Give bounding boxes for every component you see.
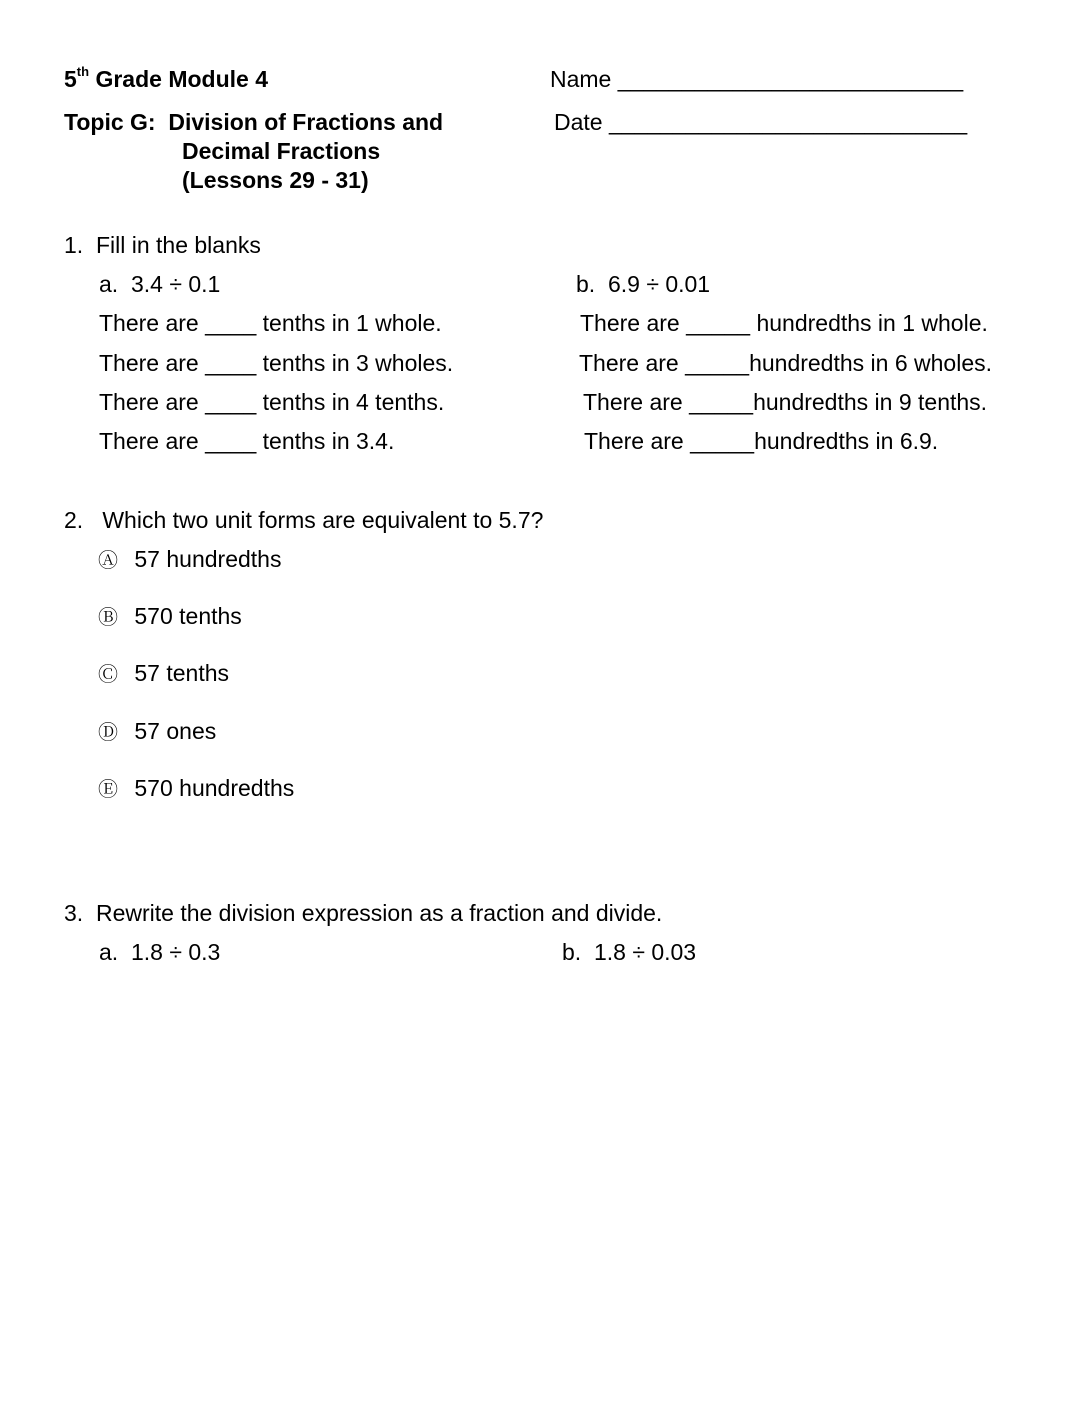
q1-a-line: There are ____ tenths in 3 wholes. <box>99 350 454 376</box>
q2-option-c[interactable]: Ⓒ 57 tenths <box>98 660 230 686</box>
q2-option-e[interactable]: Ⓔ 570 hundredths <box>98 775 295 801</box>
name-field: Name ___________________________ <box>550 66 964 92</box>
q1-part-a-label: a. 3.4 ÷ 0.1 <box>99 271 221 297</box>
q3-part-b-label: b. 1.8 ÷ 0.03 <box>562 939 697 965</box>
q3-part-a-label: a. 1.8 ÷ 0.3 <box>99 939 221 965</box>
q1-b-line: There are _____ hundredths in 1 whole. <box>580 310 988 336</box>
choice-d-circle-icon: Ⓓ <box>98 722 118 744</box>
q2-option-a[interactable]: Ⓐ 57 hundredths <box>98 546 282 572</box>
topic-line-1: Topic G: Division of Fractions and <box>64 109 444 135</box>
choice-c-circle-icon: Ⓒ <box>98 664 118 686</box>
q2-prompt: 2. Which two unit forms are equivalent to 5.7? <box>64 507 544 533</box>
topic-line-2: Decimal Fractions <box>182 138 381 164</box>
q1-a-line: There are ____ tenths in 4 tenths. <box>99 389 445 415</box>
grade-superscript: th <box>76 64 90 79</box>
q1-b-line: There are _____hundredths in 9 tenths. <box>583 389 988 415</box>
q1-a-line: There are ____ tenths in 3.4. <box>99 428 395 454</box>
q2-option-d[interactable]: Ⓓ 57 ones <box>98 718 217 744</box>
q1-b-line: There are _____hundredths in 6 wholes. <box>579 350 993 376</box>
q2-option-b[interactable]: Ⓑ 570 tenths <box>98 603 242 629</box>
grade-module-title: 5th Grade Module 4 <box>64 64 269 92</box>
q1-part-b-label: b. 6.9 ÷ 0.01 <box>576 271 711 297</box>
q1-prompt: 1. Fill in the blanks <box>64 232 261 258</box>
choice-b-circle-icon: Ⓑ <box>98 607 118 629</box>
q3-prompt: 3. Rewrite the division expression as a fraction and divide. <box>64 900 663 926</box>
q1-a-line: There are ____ tenths in 1 whole. <box>99 310 442 336</box>
date-field: Date ____________________________ <box>554 109 968 135</box>
topic-line-3: (Lessons 29 - 31) <box>182 167 369 193</box>
choice-a-circle-icon: Ⓐ <box>98 550 118 572</box>
choice-e-circle-icon: Ⓔ <box>98 779 118 801</box>
q1-b-line: There are _____hundredths in 6.9. <box>584 428 939 454</box>
